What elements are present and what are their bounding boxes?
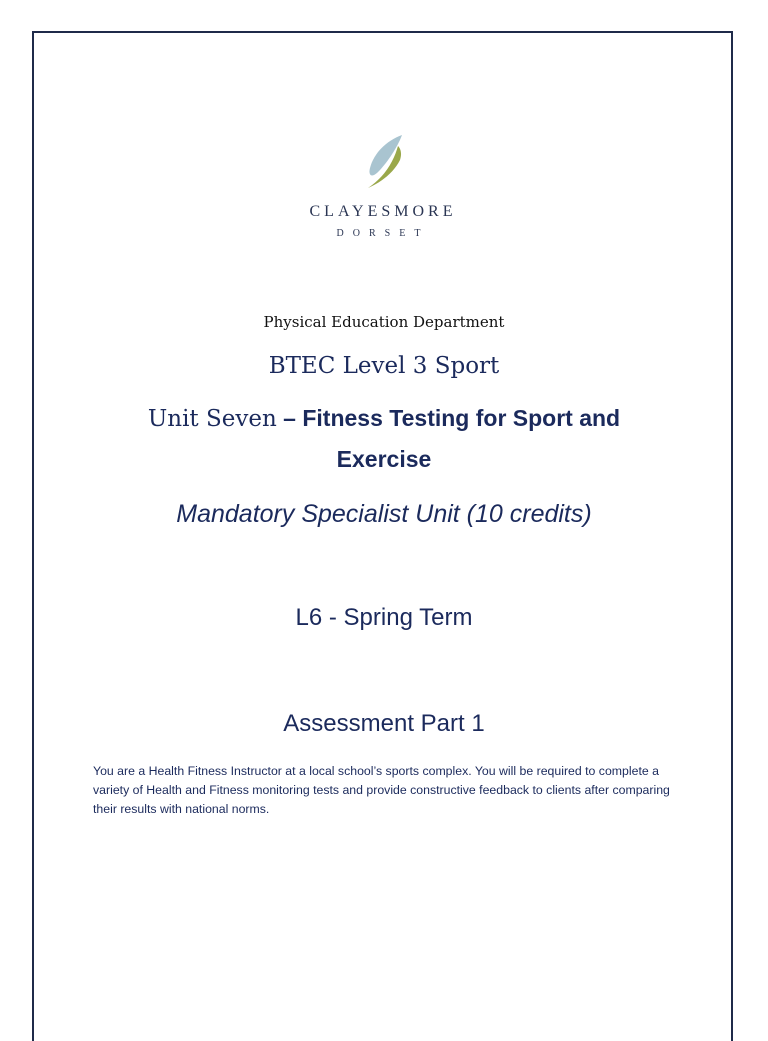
unit-title-part1: – Fitness Testing for Sport and	[276, 405, 621, 431]
course-title: BTEC Level 3 Sport	[268, 353, 500, 379]
unit-title	[0, 405, 768, 432]
leaf-icon	[358, 132, 408, 194]
assessment-heading: Assessment Part 1	[283, 710, 485, 737]
department-title: Physical Education Department	[263, 313, 505, 331]
unit-subtitle: Mandatory Specialist Unit (10 credits)	[176, 500, 592, 528]
unit-prefix: Unit Seven	[147, 406, 277, 432]
logo-subtitle: DORSET	[336, 228, 430, 239]
assessment-description: You are a Health Fitness Instructor at a local school’s sports complex. You will be required to complete a variety of Health and Fitness monitoring tests and provide constructive feedback to clients after comparing their results with national norms.	[93, 764, 670, 816]
logo-name: CLAYESMORE	[309, 203, 457, 220]
school-logo	[270, 100, 496, 290]
term-label: L6 - Spring Term	[295, 604, 473, 631]
unit-title-part2: Exercise	[336, 446, 432, 472]
